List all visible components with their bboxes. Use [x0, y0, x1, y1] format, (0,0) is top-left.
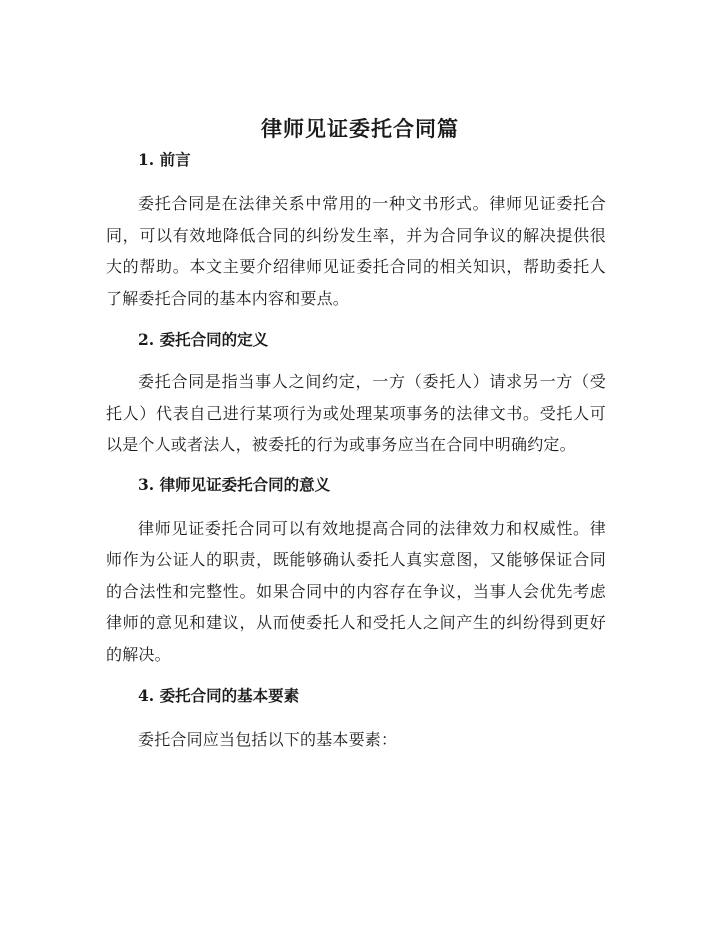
section-paragraph-definition: 委托合同是指当事人之间约定，一方（委托人）请求另一方（受托人）代表自己进行某项行为或处理某项事务的法律文书。受托人可以是个人或者法人，被委托的行为或事务应当在合同中明确约定。 — [106, 372, 606, 454]
document-body — [106, 146, 606, 756]
section-heading-definition: 2. 委托合同的定义 — [138, 330, 269, 349]
section-heading-significance: 3. 律师见证委托合同的意义 — [138, 474, 331, 494]
section-paragraph-significance: 律师见证委托合同可以有效地提高合同的法律效力和权威性。律师作为公证人的职责，既能够确认委托人真实意图，又能够保证合同的合法性和完整性。如果合同中的内容存在争议，当事人会优先考虑律师的意见和建议，从而使委托人和受托人之间产生的纠纷得到更好的解决。 — [106, 518, 606, 664]
section-heading-elements: 4. 委托合同的基本要素 — [138, 686, 300, 705]
section-heading-preface: 1. 前言 — [138, 150, 191, 169]
section-paragraph-preface: 委托合同是在法律关系中常用的一种文书形式。律师见证委托合同，可以有效地降低合同的纠纷发生率，并为合同争议的解决提供很大的帮助。本文主要介绍律师见证委托合同的相关知识，帮助委托人了解委托合同的基本内容和要点。 — [106, 194, 606, 308]
document-title: 律师见证委托合同篇 — [261, 116, 459, 141]
section-paragraph-elements: 委托合同应当包括以下的基本要素： — [138, 730, 398, 749]
